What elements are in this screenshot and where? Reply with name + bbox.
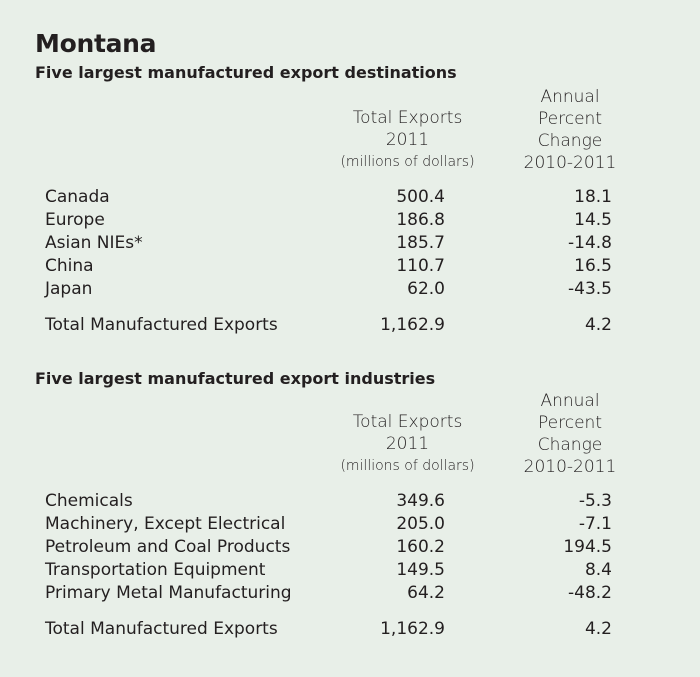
row-label: Machinery, Except Electrical — [45, 514, 286, 534]
page-title: Montana — [35, 29, 157, 58]
row-label: Japan — [45, 279, 93, 299]
row-total: 160.2 — [396, 537, 445, 557]
row-total: 62.0 — [407, 279, 445, 299]
table-row — [0, 209, 700, 231]
row-change: 194.5 — [563, 537, 612, 557]
header-line: Annual — [540, 391, 600, 411]
table-row — [0, 513, 700, 535]
row-total: 185.7 — [396, 233, 445, 253]
table-row — [0, 582, 700, 604]
header-line: 2011 — [385, 130, 430, 150]
header-line: (millions of dollars) — [340, 154, 475, 170]
row-label: Transportation Equipment — [45, 560, 266, 580]
header-line: Total Exports — [352, 108, 463, 128]
row-total: 1,162.9 — [380, 619, 445, 639]
row-change: -43.5 — [568, 279, 612, 299]
header-line: (millions of dollars) — [340, 458, 475, 474]
total-row — [0, 618, 700, 640]
row-label: China — [45, 256, 94, 276]
row-label: Primary Metal Manufacturing — [45, 583, 292, 603]
row-total: 349.6 — [396, 491, 445, 511]
header-line: 2010-2011 — [523, 457, 617, 477]
header-line: Total Exports — [352, 412, 463, 432]
row-change: -48.2 — [568, 583, 612, 603]
header-line: 2010-2011 — [523, 153, 617, 173]
row-change: 14.5 — [574, 210, 612, 230]
table-row — [0, 278, 700, 300]
row-label: Petroleum and Coal Products — [45, 537, 291, 557]
row-label: Chemicals — [45, 491, 133, 511]
table-row — [0, 559, 700, 581]
section-heading-destinations: Five largest manufactured export destinations — [35, 63, 457, 82]
row-change: 8.4 — [584, 560, 612, 580]
column-header-annual-change — [500, 390, 640, 478]
row-total: 205.0 — [396, 514, 445, 534]
row-change: 18.1 — [574, 187, 612, 207]
row-label: Europe — [45, 210, 105, 230]
row-total: 500.4 — [396, 187, 445, 207]
row-total: 1,162.9 — [380, 315, 445, 335]
row-label: Total Manufactured Exports — [45, 315, 278, 335]
table-row — [0, 490, 700, 512]
row-total: 110.7 — [396, 256, 445, 276]
total-row — [0, 314, 700, 336]
row-change: -5.3 — [578, 491, 612, 511]
table-row — [0, 536, 700, 558]
row-label: Total Manufactured Exports — [45, 619, 278, 639]
column-header-total-exports — [320, 107, 495, 173]
row-change: -14.8 — [568, 233, 612, 253]
row-total: 149.5 — [396, 560, 445, 580]
column-header-annual-change — [500, 86, 640, 174]
table-row — [0, 186, 700, 208]
row-total: 64.2 — [407, 583, 445, 603]
header-line: Percent — [538, 109, 602, 129]
row-total: 186.8 — [396, 210, 445, 230]
row-change: 4.2 — [584, 619, 612, 639]
row-change: 16.5 — [574, 256, 612, 276]
header-line: Percent — [538, 413, 602, 433]
row-label: Canada — [45, 187, 110, 207]
header-line: Change — [537, 435, 603, 455]
table-row — [0, 232, 700, 254]
section-heading-industries: Five largest manufactured export industries — [35, 369, 436, 388]
header-line: Annual — [540, 87, 600, 107]
header-line: 2011 — [385, 434, 430, 454]
row-label: Asian NIEs* — [45, 233, 143, 253]
header-line: Change — [537, 131, 603, 151]
table-row — [0, 255, 700, 277]
column-header-total-exports — [320, 411, 495, 477]
row-change: 4.2 — [584, 315, 612, 335]
row-change: -7.1 — [578, 514, 612, 534]
